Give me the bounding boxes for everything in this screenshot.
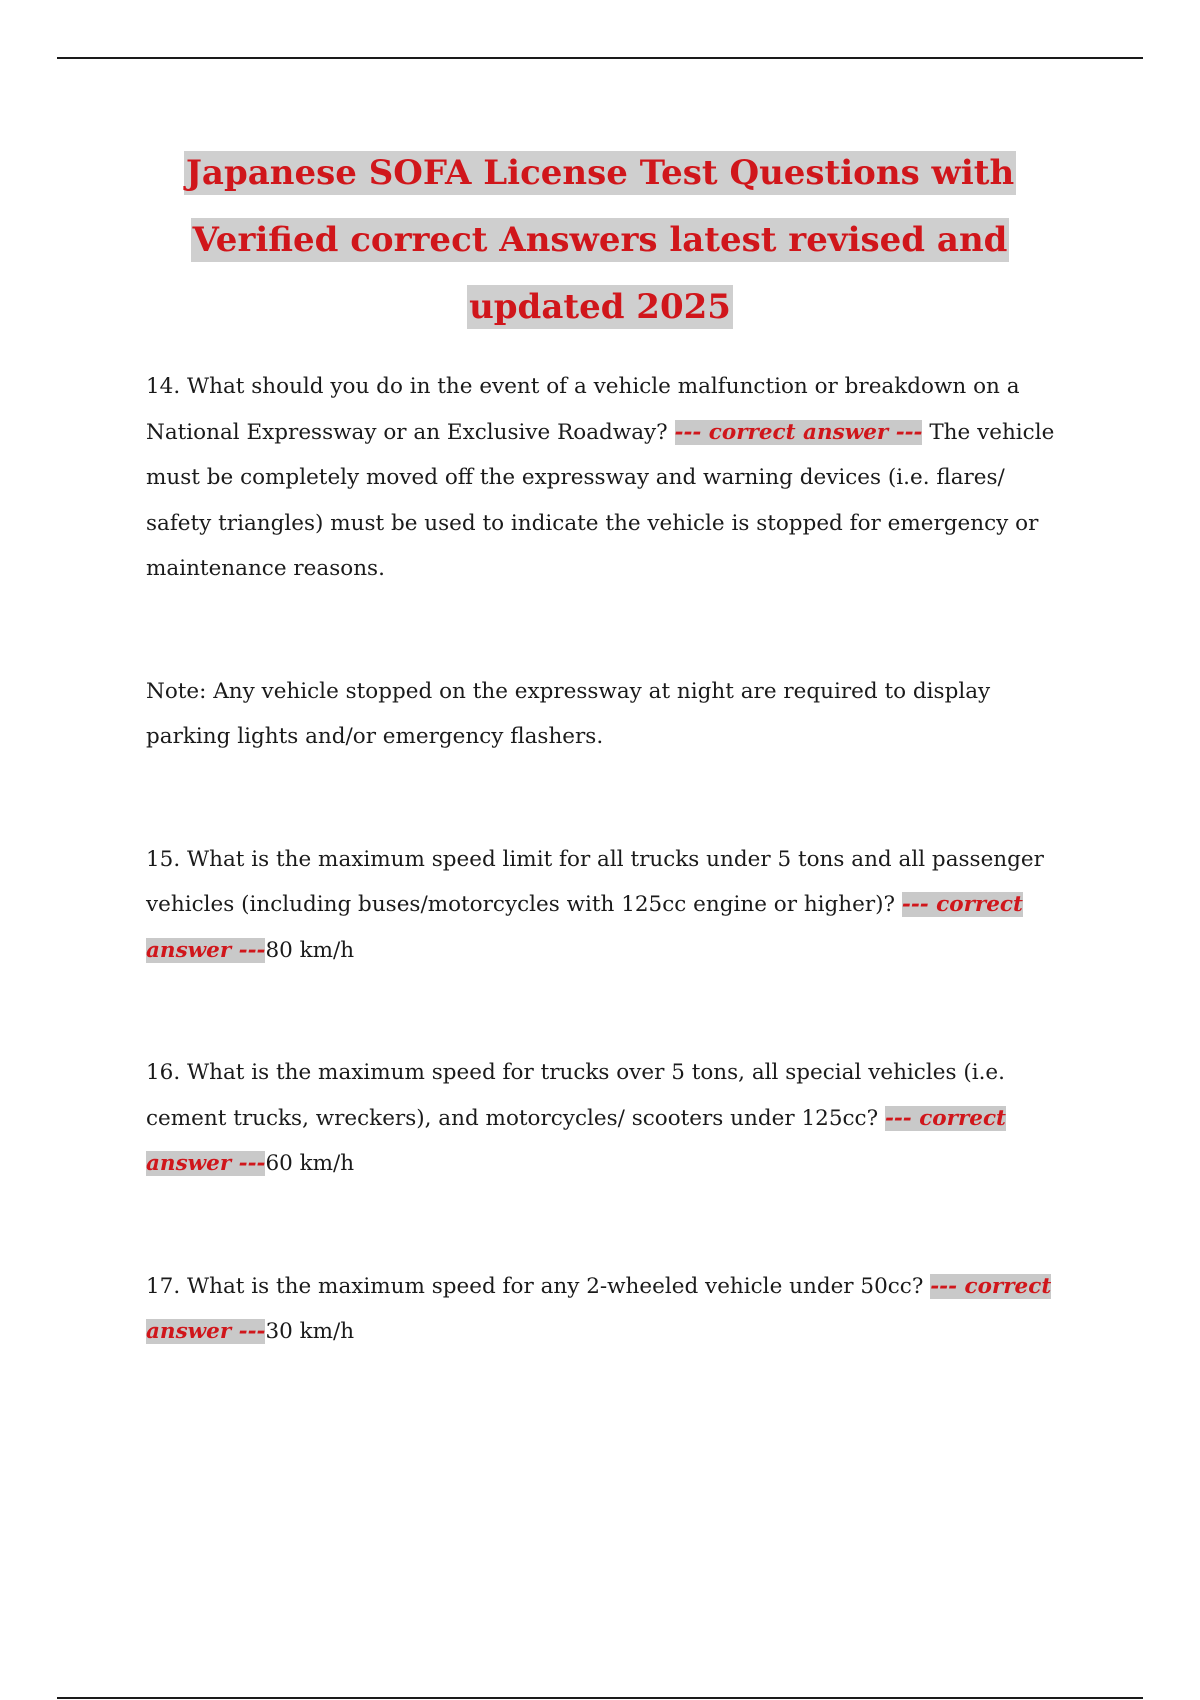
correct-answer-marker: --- correct answer --- — [146, 1273, 1052, 1344]
question-15-answer: 80 km/h — [265, 937, 355, 963]
question-14-answer: The vehicle must be completely moved off the expressway and warning devices (i.e. flares/ safety triangles) must be used to indicate the vehicle is stopped for emergency or maintenance reasons. — [146, 419, 1055, 581]
question-16-answer: 60 km/h — [265, 1151, 355, 1176]
correct-answer-marker: --- correct answer --- — [674, 419, 923, 445]
bottom-rule — [57, 1697, 1143, 1699]
title-line-2: Verified correct Answers latest revised and — [192, 220, 1008, 260]
title-line-3: updated 2025 — [469, 287, 731, 327]
correct-answer-marker: --- correct answer --- — [146, 892, 1023, 963]
question-16-text: 16. What is the maximum speed for trucks over 5 tons, all special vehicles (i.e. cement trucks, wreckers), and motorcycles/ scooters under 125cc? — [146, 1060, 1005, 1131]
question-16 — [146, 1050, 1076, 1187]
question-15 — [146, 837, 1076, 974]
question-17 — [146, 1264, 1076, 1355]
question-14-text: 14. What should you do in the event of a vehicle malfunction or breakdown on a National Expressway or an Exclusive Roadway? — [146, 374, 1020, 445]
question-17-text: 17. What is the maximum speed for any 2-wheeled vehicle under 50cc? — [146, 1273, 931, 1299]
document-title — [100, 140, 1100, 341]
note-paragraph: Note: Any vehicle stopped on the expressway at night are required to display parking lights and/or emergency flashers. — [146, 678, 991, 749]
top-rule — [57, 57, 1143, 59]
document-body — [146, 364, 1076, 1355]
correct-answer-marker: --- correct answer --- — [146, 1105, 1006, 1176]
question-14 — [146, 364, 1076, 592]
question-15-text: 15. What is the maximum speed limit for all trucks under 5 tons and all passenger vehicles (including buses/motorcycles with 125cc engine or higher)? — [146, 846, 1044, 917]
question-17-answer: 30 km/h — [265, 1319, 355, 1344]
title-line-1: Japanese SOFA License Test Questions with — [185, 153, 1015, 193]
